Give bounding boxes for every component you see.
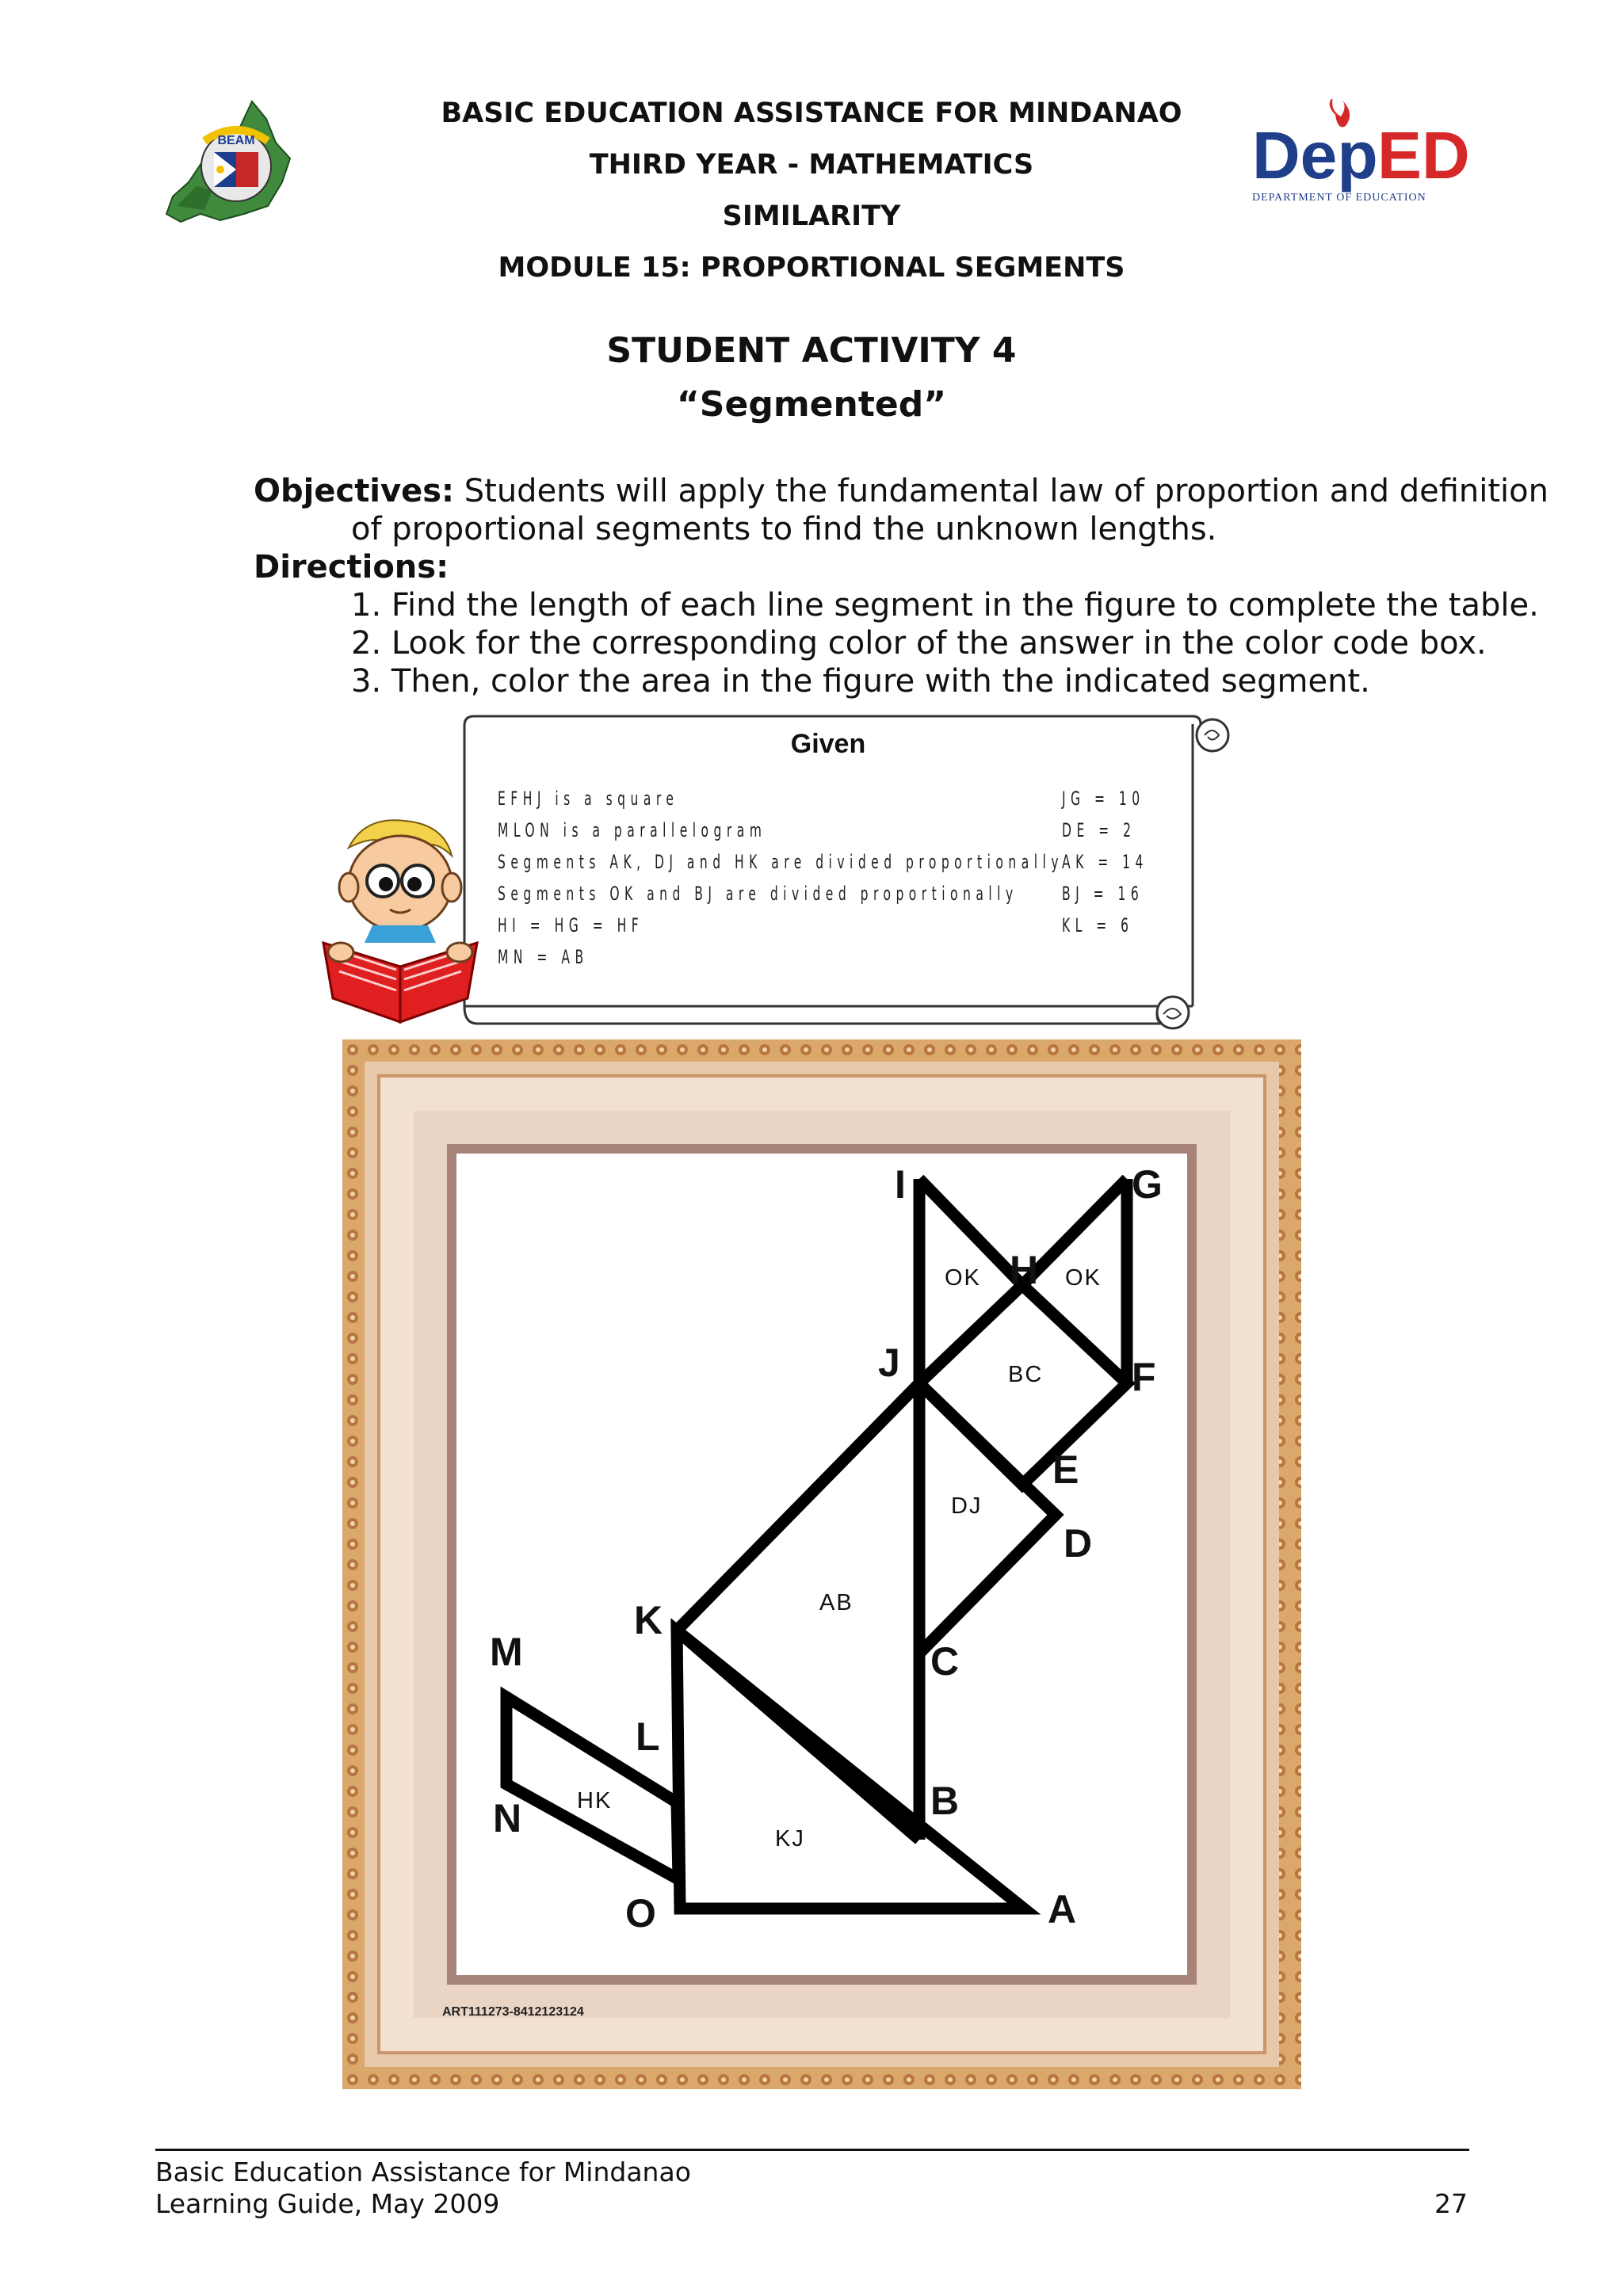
point-label-b: B: [930, 1779, 960, 1823]
point-label-o: O: [625, 1891, 656, 1936]
directions-label: Directions:: [254, 549, 449, 585]
given-statement-4: Segments OK and BJ are divided proportionally: [498, 883, 1018, 905]
given-scroll: [460, 713, 1236, 1030]
point-label-l: L: [636, 1714, 660, 1759]
given-statement-2: MLON is a parallelogram: [498, 819, 767, 841]
objectives-label: Objectives:: [254, 473, 455, 509]
region-label-ok-left: OK: [945, 1265, 981, 1291]
given-value-ak: AK = 14: [1062, 851, 1148, 873]
objectives-text-2: of proportional segments to find the unknown lengths.: [351, 511, 1217, 547]
activity-subtitle: “Segmented”: [676, 384, 947, 425]
given-value-kl: KL = 6: [1062, 914, 1134, 936]
boy-reading-illustration: [317, 816, 487, 1030]
beam-logo-text: BEAM: [217, 134, 255, 147]
point-label-m: M: [490, 1630, 523, 1674]
given-value-jg: JG = 10: [1062, 788, 1145, 810]
given-value-de: DE = 2: [1062, 819, 1136, 841]
direction-item-2: 2. Look for the corresponding color of the answer in the color code box.: [351, 625, 1487, 662]
region-label-hk: HK: [577, 1788, 613, 1814]
point-label-c: C: [930, 1639, 960, 1684]
header-line-4: MODULE 15: PROPORTIONAL SEGMENTS: [498, 252, 1125, 284]
frame-code: ART111273-8412123124: [442, 2005, 584, 2019]
header-line-3: SIMILARITY: [722, 200, 901, 232]
direction-item-1: 1. Find the length of each line segment in the figure to complete the table.: [351, 587, 1539, 624]
region-label-ok-right: OK: [1065, 1265, 1102, 1291]
point-label-a: A: [1048, 1887, 1077, 1932]
point-label-j: J: [878, 1341, 900, 1385]
given-statement-3: Segments AK, DJ and HK are divided proportionally: [498, 851, 1064, 873]
point-label-h: H: [1010, 1248, 1039, 1292]
footer-line-2: Learning Guide, May 2009: [155, 2188, 500, 2219]
point-label-d: D: [1064, 1521, 1093, 1566]
point-label-g: G: [1132, 1162, 1163, 1207]
region-label-ab: AB: [819, 1590, 854, 1615]
point-label-f: F: [1132, 1355, 1156, 1399]
objectives-line-1: [254, 472, 1549, 510]
header-line-1: BASIC EDUCATION ASSISTANCE FOR MINDANAO: [441, 97, 1182, 129]
framed-figure: [342, 1039, 1301, 2089]
direction-item-3: 3. Then, color the area in the figure with the indicated segment.: [351, 663, 1370, 700]
footer-line-1: Basic Education Assistance for Mindanao: [155, 2157, 691, 2187]
point-label-k: K: [634, 1598, 663, 1642]
given-statement-6: MN = AB: [498, 946, 589, 968]
region-label-kj: KJ: [775, 1826, 805, 1852]
point-label-n: N: [493, 1796, 522, 1840]
deped-logo-subtitle: DEPARTMENT OF EDUCATION: [1252, 192, 1426, 204]
activity-title: STUDENT ACTIVITY 4: [606, 330, 1017, 371]
region-label-dj: DJ: [951, 1493, 983, 1519]
point-label-i: I: [895, 1162, 906, 1207]
given-statement-5: HI = HG = HF: [498, 914, 644, 936]
objectives-text-1: Students will apply the fundamental law of proportion and definition: [454, 473, 1549, 509]
deped-logo-dep: Dep: [1252, 118, 1378, 193]
point-label-e: E: [1052, 1447, 1079, 1492]
page-number: 27: [1434, 2188, 1468, 2219]
given-title: Given: [790, 729, 866, 759]
footer-rule: [155, 2149, 1469, 2151]
header-line-2: THIRD YEAR - MATHEMATICS: [589, 149, 1034, 181]
given-value-bj: BJ = 16: [1062, 883, 1144, 905]
deped-logo-ed: ED: [1377, 118, 1470, 193]
region-label-bc: BC: [1008, 1362, 1044, 1387]
given-statement-1: EFHJ is a square: [498, 788, 679, 810]
